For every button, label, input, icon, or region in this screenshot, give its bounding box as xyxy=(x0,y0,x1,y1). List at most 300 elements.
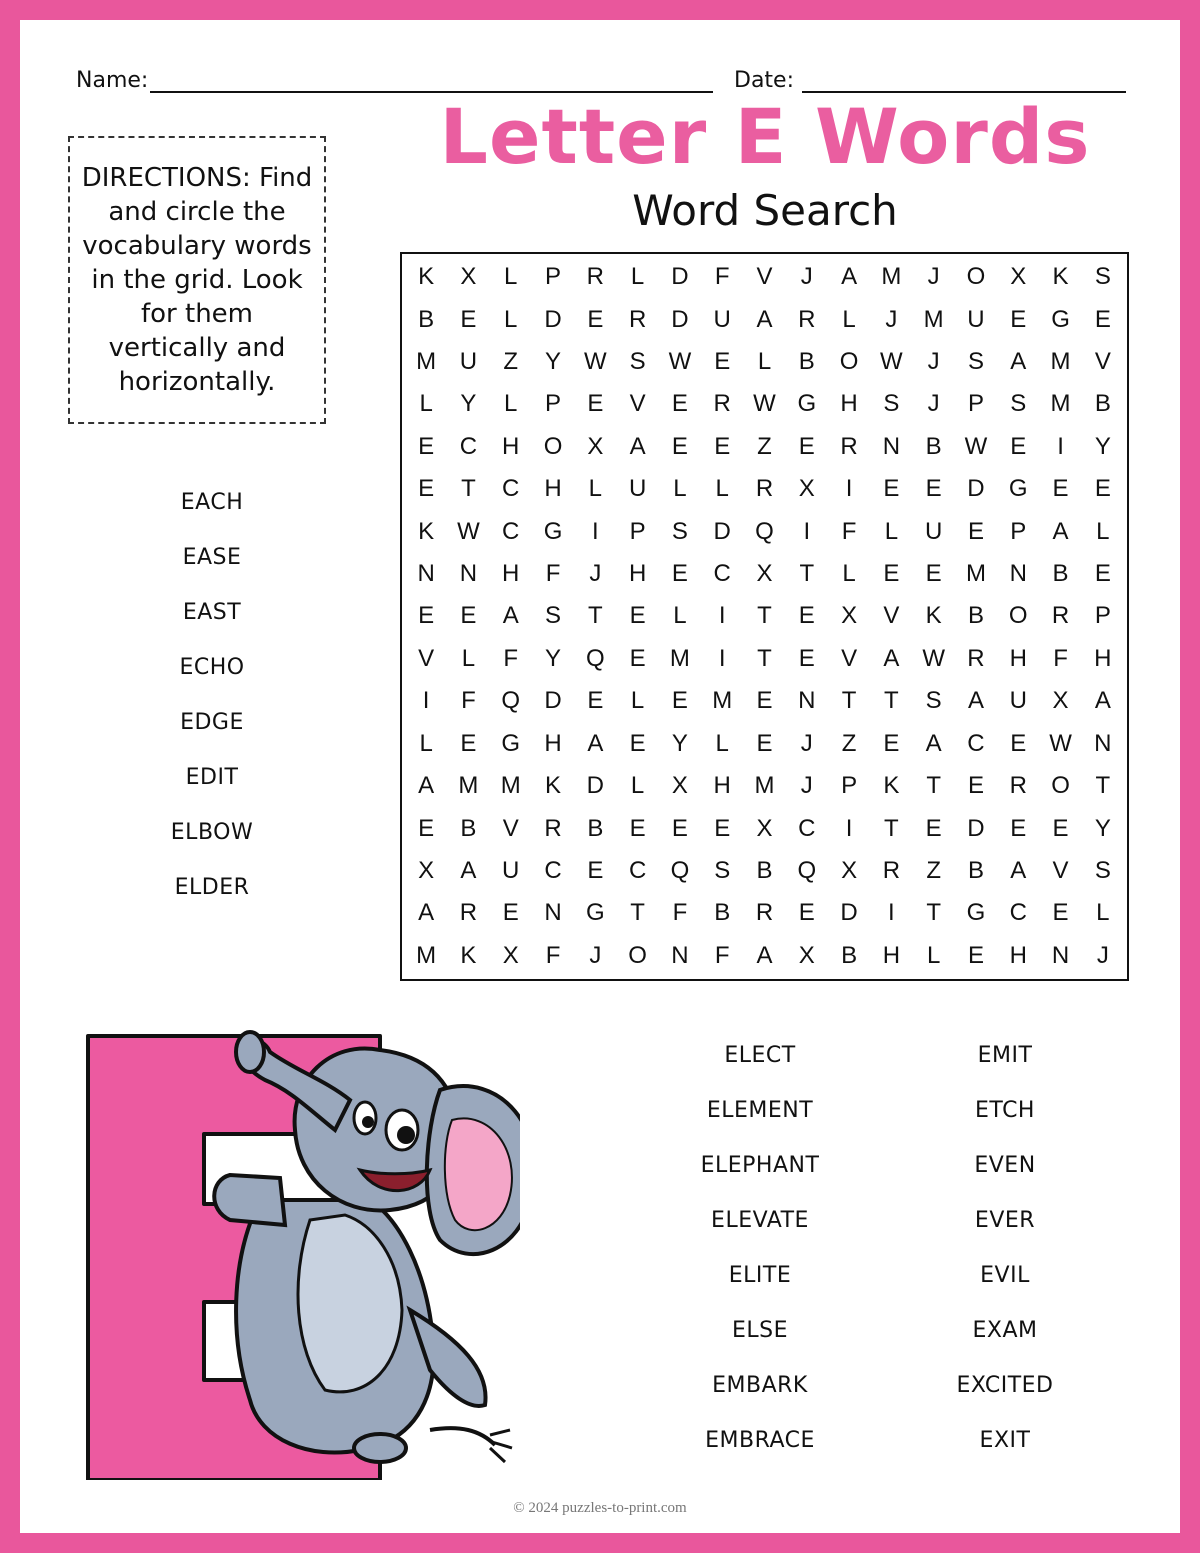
grid-cell[interactable]: E xyxy=(756,687,773,715)
grid-cell[interactable]: B xyxy=(967,602,984,630)
grid-cell[interactable]: E xyxy=(460,602,477,630)
grid-cell[interactable]: E xyxy=(798,432,815,460)
grid-cell[interactable]: R xyxy=(628,305,647,333)
grid-cell[interactable]: D xyxy=(840,899,858,927)
grid-cell[interactable]: I xyxy=(803,517,811,545)
grid-cell[interactable]: E xyxy=(671,814,688,842)
grid-cell[interactable]: E xyxy=(1010,305,1027,333)
grid-cell[interactable]: A xyxy=(502,602,519,630)
grid-cell[interactable]: V xyxy=(1094,348,1111,376)
grid-cell[interactable]: N xyxy=(882,432,901,460)
grid-cell[interactable]: J xyxy=(927,390,940,418)
grid-cell[interactable]: W xyxy=(880,348,903,376)
grid-cell[interactable]: T xyxy=(884,687,899,715)
grid-cell[interactable]: E xyxy=(1094,305,1111,333)
grid-cell[interactable]: L xyxy=(419,390,433,418)
grid-cell[interactable]: S xyxy=(1094,856,1111,884)
grid-cell[interactable]: E xyxy=(671,390,688,418)
grid-cell[interactable]: L xyxy=(588,475,602,503)
grid-cell[interactable]: R xyxy=(1009,772,1027,800)
grid-cell[interactable]: X xyxy=(502,941,519,969)
grid-cell[interactable]: D xyxy=(544,687,562,715)
grid-cell[interactable]: E xyxy=(1094,475,1111,503)
grid-cell[interactable]: A xyxy=(756,941,773,969)
grid-cell[interactable]: M xyxy=(712,687,733,715)
grid-cell[interactable]: O xyxy=(839,348,859,376)
grid-cell[interactable]: B xyxy=(460,814,477,842)
grid-cell[interactable]: E xyxy=(418,602,435,630)
word-list-item: EVIL xyxy=(980,1263,1030,1288)
grid-cell[interactable]: B xyxy=(714,899,731,927)
grid-cell[interactable]: K xyxy=(883,772,900,800)
grid-cell[interactable]: B xyxy=(925,432,942,460)
grid-cell[interactable]: P xyxy=(629,517,646,545)
grid-cell[interactable]: E xyxy=(883,475,900,503)
word-list-item: EASE xyxy=(182,545,242,570)
grid-cell[interactable]: C xyxy=(798,814,816,842)
grid-cell[interactable]: R xyxy=(840,432,858,460)
grid-cell[interactable]: E xyxy=(587,305,604,333)
grid-cell[interactable]: E xyxy=(798,644,815,672)
grid-cell[interactable]: Y xyxy=(545,348,562,376)
grid-cell[interactable]: A xyxy=(841,263,858,291)
grid-cell[interactable]: D xyxy=(713,517,731,545)
grid-cell[interactable]: Q xyxy=(755,517,774,545)
elephant-pupil-right xyxy=(397,1126,415,1144)
grid-cell[interactable]: U xyxy=(924,517,943,545)
grid-cell[interactable]: T xyxy=(841,687,857,715)
grid-cell[interactable]: O xyxy=(966,263,986,291)
grid-cell[interactable]: X xyxy=(460,263,477,291)
grid-cell[interactable]: S xyxy=(1094,263,1111,291)
grid-cell[interactable]: E xyxy=(714,814,731,842)
grid-cell[interactable]: R xyxy=(755,899,774,927)
grid-cell[interactable]: J xyxy=(800,263,813,291)
grid-cell[interactable]: U xyxy=(459,348,478,376)
grid-cell[interactable]: I xyxy=(1057,432,1064,460)
grid-cell[interactable]: L xyxy=(673,475,687,503)
grid-cell[interactable]: H xyxy=(502,432,520,460)
grid-cell[interactable]: I xyxy=(718,644,726,672)
grid-cell[interactable]: R xyxy=(586,263,604,291)
grid-cell[interactable]: X xyxy=(418,856,435,884)
grid-cell[interactable]: C xyxy=(544,856,562,884)
grid-cell[interactable]: E xyxy=(925,814,942,842)
grid-cell[interactable]: I xyxy=(591,517,599,545)
grid-cell[interactable]: O xyxy=(628,941,647,969)
grid-cell[interactable]: M xyxy=(754,772,775,800)
grid-cell[interactable]: N xyxy=(1051,941,1070,969)
grid-cell[interactable]: Q xyxy=(797,856,817,884)
grid-cell[interactable]: E xyxy=(587,856,604,884)
grid-cell[interactable]: K xyxy=(418,517,435,545)
grid-cell[interactable]: C xyxy=(459,432,478,460)
grid-cell[interactable]: T xyxy=(799,560,815,588)
grid-cell[interactable]: E xyxy=(883,560,900,588)
grid-cell[interactable]: H xyxy=(1009,644,1027,672)
grid-cell[interactable]: A xyxy=(629,432,646,460)
grid-cell[interactable]: K xyxy=(460,941,477,969)
word-list-item: ELECT xyxy=(724,1043,796,1068)
grid-cell[interactable]: Y xyxy=(460,390,477,418)
grid-cell[interactable]: J xyxy=(1096,941,1109,969)
grid-cell[interactable]: F xyxy=(545,941,561,969)
grid-cell[interactable]: L xyxy=(1096,517,1110,545)
grid-cell[interactable]: C xyxy=(713,560,731,588)
grid-cell[interactable]: U xyxy=(967,305,985,333)
grid-cell[interactable]: J xyxy=(589,560,602,588)
grid-cell[interactable]: X xyxy=(798,475,815,503)
grid-cell[interactable]: X xyxy=(756,814,773,842)
grid-cell[interactable]: E xyxy=(883,729,900,757)
grid-cell[interactable]: V xyxy=(629,390,646,418)
grid-cell[interactable]: E xyxy=(1094,560,1111,588)
grid-cell[interactable]: V xyxy=(1052,856,1069,884)
grid-cell[interactable]: E xyxy=(460,729,477,757)
grid-cell[interactable]: T xyxy=(926,772,941,800)
grid-cell[interactable]: B xyxy=(798,348,815,376)
grid-cell[interactable]: X xyxy=(841,856,858,884)
grid-cell[interactable]: P xyxy=(545,390,562,418)
word-list-item: ELSE xyxy=(731,1318,789,1343)
grid-cell[interactable]: D xyxy=(967,475,985,503)
grid-cell[interactable]: E xyxy=(587,687,604,715)
grid-cell[interactable]: M xyxy=(965,560,986,588)
grid-cell[interactable]: E xyxy=(671,687,688,715)
grid-cell[interactable]: Z xyxy=(503,348,519,376)
grid-cell[interactable]: E xyxy=(418,475,435,503)
grid-cell[interactable]: I xyxy=(845,814,853,842)
grid-cell[interactable]: H xyxy=(1094,644,1112,672)
grid-cell[interactable]: X xyxy=(1052,687,1069,715)
grid-cell[interactable]: V xyxy=(883,602,900,630)
grid-cell[interactable]: P xyxy=(1094,602,1111,630)
grid-cell[interactable]: E xyxy=(798,899,815,927)
grid-cell[interactable]: A xyxy=(883,644,900,672)
word-list-item: ELEMENT xyxy=(706,1098,814,1123)
grid-cell[interactable]: A xyxy=(925,729,942,757)
grid-cell[interactable]: G xyxy=(966,899,986,927)
grid-cell[interactable]: X xyxy=(671,772,688,800)
grid-cell[interactable]: R xyxy=(798,305,816,333)
grid-cell[interactable]: B xyxy=(587,814,604,842)
grid-cell[interactable]: L xyxy=(926,941,941,969)
grid-cell[interactable]: S xyxy=(671,517,688,545)
elephant-foot xyxy=(354,1434,406,1462)
grid-cell[interactable]: W xyxy=(457,517,480,545)
grid-cell[interactable]: E xyxy=(1010,432,1027,460)
grid-cell[interactable]: L xyxy=(504,263,518,291)
grid-cell[interactable]: P xyxy=(841,772,858,800)
grid-cell[interactable]: L xyxy=(461,644,476,672)
grid-cell[interactable]: R xyxy=(755,475,774,503)
grid-cell[interactable]: L xyxy=(419,729,433,757)
grid-cell[interactable]: S xyxy=(545,602,562,630)
grid-cell[interactable]: W xyxy=(668,348,692,376)
grid-cell[interactable]: L xyxy=(504,305,518,333)
grid-cell[interactable]: F xyxy=(503,644,519,672)
grid-cell[interactable]: P xyxy=(1010,517,1027,545)
grid-cell[interactable]: A xyxy=(1052,517,1069,545)
grid-cell[interactable]: P xyxy=(545,263,562,291)
grid-cell[interactable]: T xyxy=(757,644,772,672)
grid-cell[interactable]: E xyxy=(671,432,688,460)
grid-cell[interactable]: X xyxy=(587,432,604,460)
grid-cell[interactable]: C xyxy=(502,475,520,503)
grid-cell[interactable]: K xyxy=(418,263,435,291)
grid-cell[interactable]: B xyxy=(1094,390,1111,418)
grid-cell[interactable]: S xyxy=(967,348,984,376)
grid-cell[interactable]: H xyxy=(502,560,520,588)
grid-cell[interactable]: L xyxy=(715,729,729,757)
word-list-item: EVER xyxy=(974,1208,1036,1233)
grid-cell[interactable]: G xyxy=(1051,305,1070,333)
grid-cell[interactable]: D xyxy=(586,772,604,800)
grid-cell[interactable]: L xyxy=(673,602,687,630)
grid-cell[interactable]: A xyxy=(418,899,435,927)
grid-cell[interactable]: M xyxy=(1050,390,1071,418)
grid-cell[interactable]: E xyxy=(1052,475,1069,503)
grid-cell[interactable]: N xyxy=(459,560,478,588)
grid-cell[interactable]: C xyxy=(502,517,520,545)
grid-cell[interactable]: O xyxy=(1008,602,1028,630)
grid-cell[interactable]: B xyxy=(841,941,858,969)
grid-cell[interactable]: C xyxy=(628,856,647,884)
grid-cell[interactable]: Z xyxy=(926,856,941,884)
grid-cell[interactable]: E xyxy=(967,517,984,545)
grid-cell[interactable]: Z xyxy=(757,432,772,460)
grid-cell[interactable]: H xyxy=(713,772,731,800)
grid-cell[interactable]: E xyxy=(925,475,942,503)
grid-cell[interactable]: C xyxy=(967,729,985,757)
grid-cell[interactable]: H xyxy=(544,729,562,757)
grid-cell[interactable]: S xyxy=(1010,390,1027,418)
grid-cell[interactable]: X xyxy=(841,602,858,630)
grid-cell[interactable]: N xyxy=(671,941,689,969)
grid-cell[interactable]: U xyxy=(713,305,731,333)
grid-cell[interactable]: C xyxy=(1009,899,1027,927)
grid-cell[interactable]: G xyxy=(1008,475,1028,503)
grid-cell[interactable]: S xyxy=(925,687,942,715)
grid-cell[interactable]: E xyxy=(1052,814,1069,842)
grid-cell[interactable]: T xyxy=(587,602,603,630)
grid-cell[interactable]: S xyxy=(629,348,646,376)
grid-cell[interactable]: M xyxy=(669,644,690,672)
grid-cell[interactable]: O xyxy=(1051,772,1070,800)
grid-cell[interactable]: E xyxy=(587,390,604,418)
grid-cell[interactable]: N xyxy=(1009,560,1027,588)
grid-cell[interactable]: L xyxy=(715,475,729,503)
grid-cell[interactable]: S xyxy=(883,390,900,418)
grid-cell[interactable]: W xyxy=(964,432,988,460)
grid-cell[interactable]: L xyxy=(630,687,645,715)
grid-cell[interactable]: N xyxy=(417,560,435,588)
grid-cell[interactable]: E xyxy=(671,560,688,588)
grid-cell[interactable]: G xyxy=(797,390,817,418)
grid-cell[interactable]: V xyxy=(418,644,435,672)
grid-cell[interactable]: E xyxy=(1010,814,1027,842)
grid-cell[interactable]: E xyxy=(460,305,477,333)
grid-cell[interactable]: F xyxy=(461,687,476,715)
grid-cell[interactable]: E xyxy=(502,899,519,927)
word-list-item: EAST xyxy=(182,600,242,625)
grid-cell[interactable]: P xyxy=(967,390,984,418)
grid-cell[interactable]: D xyxy=(544,305,562,333)
grid-cell[interactable]: M xyxy=(1050,348,1071,376)
grid-cell[interactable]: H xyxy=(840,390,858,418)
grid-cell[interactable]: T xyxy=(630,899,645,927)
grid-cell[interactable]: L xyxy=(1096,899,1110,927)
grid-cell[interactable]: J xyxy=(885,305,898,333)
grid-cell[interactable]: R xyxy=(459,899,478,927)
grid-cell[interactable]: X xyxy=(798,941,815,969)
grid-cell[interactable]: I xyxy=(422,687,430,715)
grid-cell[interactable]: Q xyxy=(670,856,690,884)
grid-cell[interactable]: B xyxy=(418,305,435,333)
grid-cell[interactable]: Z xyxy=(841,729,857,757)
grid-cell[interactable]: E xyxy=(629,644,646,672)
grid-cell[interactable]: I xyxy=(845,475,853,503)
grid-cell[interactable]: V xyxy=(502,814,519,842)
grid-cell[interactable]: L xyxy=(884,517,899,545)
grid-cell[interactable]: X xyxy=(756,560,773,588)
grid-cell[interactable]: E xyxy=(418,814,435,842)
grid-cell[interactable]: L xyxy=(630,772,645,800)
grid-cell[interactable]: U xyxy=(502,856,520,884)
grid-cell[interactable]: D xyxy=(967,814,985,842)
grid-cell[interactable]: A xyxy=(967,687,984,715)
grid-cell[interactable]: V xyxy=(756,263,773,291)
grid-cell[interactable]: G xyxy=(543,517,563,545)
grid-cell[interactable]: R xyxy=(882,856,901,884)
grid-cell[interactable]: H xyxy=(1009,941,1027,969)
grid-cell[interactable]: K xyxy=(925,602,942,630)
grid-cell[interactable]: F xyxy=(672,899,688,927)
grid-cell[interactable]: L xyxy=(504,390,518,418)
grid-cell[interactable]: L xyxy=(757,348,772,376)
grid-cell[interactable]: H xyxy=(628,560,647,588)
grid-cell[interactable]: I xyxy=(888,899,895,927)
grid-cell[interactable]: I xyxy=(718,602,726,630)
grid-cell[interactable]: V xyxy=(841,644,858,672)
grid-cell[interactable]: N xyxy=(798,687,816,715)
grid-cell[interactable]: E xyxy=(714,432,731,460)
grid-cell[interactable]: E xyxy=(629,602,646,630)
grid-cell[interactable]: M xyxy=(458,772,479,800)
grid-cell[interactable]: H xyxy=(882,941,901,969)
grid-cell[interactable]: W xyxy=(922,644,945,672)
grid-cell[interactable]: B xyxy=(967,856,984,884)
grid-cell[interactable]: R xyxy=(1051,602,1070,630)
grid-cell[interactable]: G xyxy=(585,899,605,927)
grid-cell[interactable]: B xyxy=(1052,560,1069,588)
grid-cell[interactable]: S xyxy=(714,856,731,884)
grid-cell[interactable]: E xyxy=(798,602,815,630)
grid-cell[interactable]: T xyxy=(461,475,476,503)
grid-cell[interactable]: A xyxy=(756,305,773,333)
grid-cell[interactable]: E xyxy=(1052,899,1069,927)
grid-cell[interactable]: E xyxy=(967,772,984,800)
grid-cell[interactable]: J xyxy=(927,263,940,291)
grid-cell[interactable]: N xyxy=(1094,729,1112,757)
grid-cell[interactable]: M xyxy=(416,348,437,376)
grid-cell[interactable]: Y xyxy=(545,644,562,672)
grid-cell[interactable]: Y xyxy=(671,729,688,757)
grid-cell[interactable]: A xyxy=(418,772,435,800)
grid-cell[interactable]: K xyxy=(545,772,562,800)
grid-cell[interactable]: F xyxy=(841,517,857,545)
grid-cell[interactable]: J xyxy=(800,772,813,800)
grid-cell[interactable]: J xyxy=(800,729,813,757)
grid-cell[interactable]: A xyxy=(587,729,604,757)
grid-cell[interactable]: A xyxy=(1010,348,1027,376)
grid-cell[interactable]: W xyxy=(753,390,776,418)
grid-cell[interactable]: T xyxy=(926,899,941,927)
grid-cell[interactable]: G xyxy=(501,729,521,757)
grid-cell[interactable]: U xyxy=(628,475,647,503)
grid-cell[interactable]: T xyxy=(1095,772,1111,800)
grid-cell[interactable]: K xyxy=(1052,263,1069,291)
grid-cell[interactable]: T xyxy=(884,814,899,842)
grid-cell[interactable]: J xyxy=(589,941,602,969)
grid-cell[interactable]: E xyxy=(967,941,984,969)
grid-cell[interactable]: N xyxy=(544,899,562,927)
grid-cell[interactable]: R xyxy=(713,390,731,418)
grid-cell[interactable]: E xyxy=(629,729,646,757)
grid-cell[interactable]: E xyxy=(714,348,731,376)
grid-cell[interactable]: F xyxy=(1053,644,1068,672)
grid-cell[interactable]: D xyxy=(671,305,689,333)
grid-cell[interactable]: R xyxy=(544,814,562,842)
grid-cell[interactable]: L xyxy=(630,263,645,291)
grid-cell[interactable]: Q xyxy=(501,687,521,715)
grid-cell[interactable]: E xyxy=(1010,729,1027,757)
grid-cell[interactable]: A xyxy=(460,856,477,884)
grid-cell[interactable]: J xyxy=(927,348,940,376)
grid-cell[interactable]: M xyxy=(416,941,437,969)
grid-cell[interactable]: H xyxy=(544,475,562,503)
grid-cell[interactable]: L xyxy=(842,305,856,333)
grid-cell[interactable]: E xyxy=(925,560,942,588)
word-list-item: ELBOW xyxy=(170,820,254,845)
grid-cell[interactable]: Y xyxy=(1094,432,1111,460)
grid-cell[interactable]: F xyxy=(714,941,730,969)
grid-cell[interactable]: M xyxy=(500,772,521,800)
grid-cell[interactable]: X xyxy=(1010,263,1027,291)
grid-cell[interactable]: R xyxy=(967,644,985,672)
grid-cell[interactable]: E xyxy=(756,729,773,757)
grid-cell[interactable]: E xyxy=(629,814,646,842)
grid-cell[interactable]: U xyxy=(1009,687,1027,715)
grid-cell[interactable]: Y xyxy=(1094,814,1111,842)
grid-cell[interactable]: B xyxy=(756,856,773,884)
grid-cell[interactable]: D xyxy=(671,263,689,291)
grid-cell[interactable]: F xyxy=(714,263,730,291)
grid-cell[interactable]: W xyxy=(1049,729,1072,757)
grid-cell[interactable]: O xyxy=(543,432,563,460)
grid-cell[interactable]: L xyxy=(842,560,856,588)
name-label: Name: xyxy=(76,68,149,93)
grid-cell[interactable]: A xyxy=(1094,687,1111,715)
grid-cell[interactable]: M xyxy=(923,305,944,333)
grid-cell[interactable]: E xyxy=(418,432,435,460)
grid-cell[interactable]: A xyxy=(1010,856,1027,884)
grid-cell[interactable]: W xyxy=(583,348,607,376)
grid-cell[interactable]: T xyxy=(757,602,772,630)
grid-cell[interactable]: Q xyxy=(585,644,605,672)
grid-cell[interactable]: M xyxy=(881,263,902,291)
grid-cell[interactable]: F xyxy=(545,560,561,588)
